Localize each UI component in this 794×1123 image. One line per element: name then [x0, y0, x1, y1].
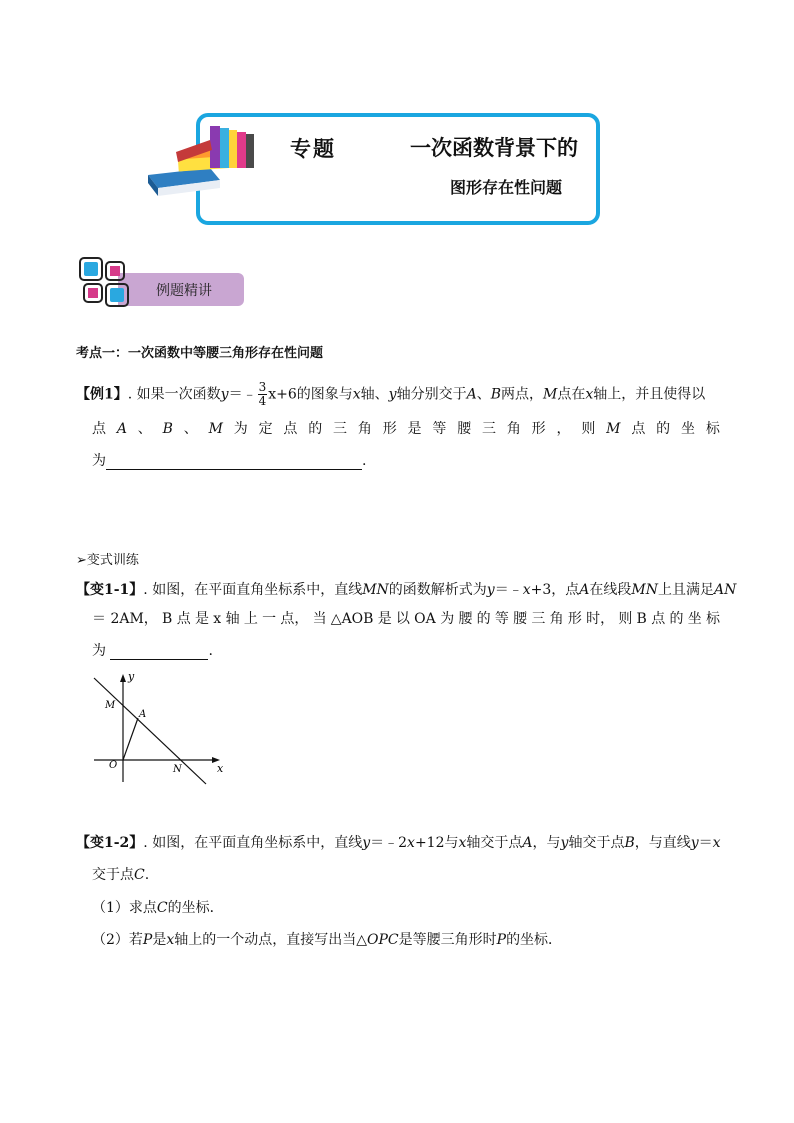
word-token: B 点: [636, 611, 666, 627]
word-token: 的: [476, 611, 491, 627]
word-token: 形: [382, 421, 397, 437]
word-token: 的: [669, 611, 684, 627]
word-token: x 轴: [213, 611, 240, 627]
word-token: 点: [631, 421, 646, 437]
word-token: 定: [258, 421, 273, 437]
answer-blank[interactable]: [106, 455, 362, 470]
word-token: 点: [92, 421, 106, 437]
fraction-3-4: $\frac{3}{4}$: [258, 380, 267, 408]
word-token: 腰: [458, 611, 473, 627]
variant12-q1: （1）求点C的坐标．: [92, 900, 224, 916]
word-token: 则: [618, 611, 633, 627]
variant11-line3: 为 .: [92, 643, 213, 659]
word-token: 三: [531, 611, 546, 627]
variant12-line1: 【变1-2】. 如图，在平面直角坐标系中，直线y＝﹣2x+12与x轴交于点A，与y轴交于点B，与直线y＝x: [76, 835, 721, 851]
word-token: 标: [706, 611, 720, 627]
example1-line3: 为 .: [92, 453, 367, 469]
word-token: 三: [333, 421, 348, 437]
word-token: 的: [656, 421, 671, 437]
word-token: 则: [581, 421, 596, 437]
word-token: B: [162, 421, 173, 437]
banner-title-right-top: 一次函数背景下的: [410, 135, 578, 160]
word-token: 是: [377, 611, 392, 627]
word-token: ＝ 2AM，: [92, 611, 158, 627]
word-token: M: [208, 421, 223, 437]
label-a: A: [139, 709, 147, 720]
word-token: 是: [195, 611, 210, 627]
word-token: 点，: [280, 611, 309, 627]
word-token: 以: [395, 611, 410, 627]
word-token: A: [116, 421, 127, 437]
word-token: 形: [567, 611, 582, 627]
word-token: 、: [137, 421, 152, 437]
variant11-line2: [92, 610, 720, 628]
label-x: x: [217, 762, 224, 775]
word-token: 为: [233, 421, 248, 437]
word-token: 一: [262, 611, 277, 627]
word-token: 标: [705, 421, 720, 437]
word-token: 时，: [586, 611, 615, 627]
word-token: 角: [506, 421, 521, 437]
word-token: 等: [432, 421, 447, 437]
segment-oa: [123, 718, 138, 760]
banner-title-right-bottom: 图形存在性问题: [450, 178, 563, 197]
example1-line1: 【例1】. 如果一次函数y＝﹣ $\frac{3}{4}$ x+6的图象与x轴、y轴分别交于A、B两点，M点在x轴上，并且使得以: [76, 380, 706, 408]
section-label: 例题精讲: [156, 283, 212, 299]
label-o: O: [109, 760, 118, 771]
example1-line2: [92, 420, 720, 438]
word-token: 坐: [680, 421, 695, 437]
word-token: 形: [531, 421, 546, 437]
label-m: M: [105, 700, 116, 711]
word-token: 是: [407, 421, 422, 437]
variant11-line1: 【变1-1】. 如图，在平面直角坐标系中，直线MN的函数解析式为y＝﹣x+3，点A在线段MN上且满足AN: [76, 582, 737, 598]
word-token: 角: [549, 611, 564, 627]
word-token: 角: [357, 421, 372, 437]
word-token: 、: [183, 421, 198, 437]
word-token: 上: [243, 611, 258, 627]
banner-title-left: 专题: [290, 136, 336, 161]
label-y: y: [128, 670, 135, 683]
word-token: ，: [556, 421, 571, 437]
word-token: △AOB: [330, 611, 374, 627]
squares-icon: [78, 256, 130, 308]
word-token: OA 为: [414, 611, 455, 627]
word-token: M: [606, 421, 621, 437]
word-token: 三: [482, 421, 497, 437]
label-n: N: [173, 764, 182, 775]
word-token: 腰: [457, 421, 472, 437]
answer-blank[interactable]: [110, 645, 208, 660]
variant-header: ➢变式训练: [76, 553, 139, 568]
books-icon: [140, 120, 270, 202]
word-token: 腰: [513, 611, 528, 627]
variant12-q2: （2）若P是x轴上的一个动点，直接写出当△OPC是等腰三角形时P的坐标．: [92, 932, 563, 948]
word-token: 当: [312, 611, 327, 627]
variant12-line2: 交于点C.: [92, 867, 150, 883]
word-token: B 点: [162, 611, 191, 627]
word-token: 坐: [687, 611, 702, 627]
word-token: 的: [308, 421, 323, 437]
coordinate-figure: [88, 670, 228, 788]
word-token: 点: [283, 421, 298, 437]
topic-heading: 考点一：一次函数中等腰三角形存在性问题: [76, 346, 324, 361]
word-token: 等: [494, 611, 509, 627]
